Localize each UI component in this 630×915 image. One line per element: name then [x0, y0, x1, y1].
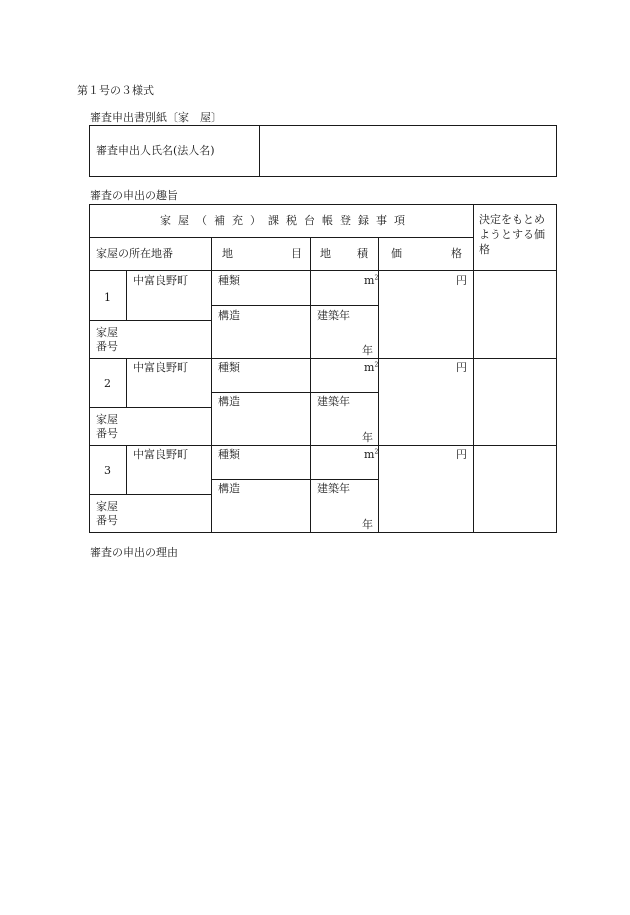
form-number: 第１号の３様式: [77, 84, 154, 97]
col-price-a: 価: [391, 247, 402, 260]
row-yen: 円: [456, 448, 467, 461]
row-area-unit: $m^2$: [364, 448, 379, 461]
row-year: 年: [362, 344, 373, 357]
row-built-label: 建築年: [317, 395, 350, 408]
reason-heading: 審査の申出の理由: [90, 546, 178, 559]
row-kind-label: 種類: [218, 274, 240, 287]
row-area-unit: $m^2$: [364, 274, 379, 287]
row-structure-label: 構造: [218, 482, 240, 495]
row-town: 中富良野町: [133, 448, 188, 461]
row-town: 中富良野町: [133, 274, 188, 287]
form-title: 審査申出書別紙〔家 屋〕: [90, 111, 222, 124]
row-kind-label: 種類: [218, 448, 240, 461]
row-built-label: 建築年: [317, 309, 350, 322]
col-price-b: 格: [451, 247, 462, 260]
row-year: 年: [362, 431, 373, 444]
row-yen: 円: [456, 361, 467, 374]
row-kind-label: 種類: [218, 361, 240, 374]
row-built-label: 建築年: [317, 482, 350, 495]
row-number: 3: [104, 464, 111, 477]
col-chimoku-b: 目: [291, 247, 302, 260]
applicant-label: 審査申出人氏名(法人名): [96, 144, 215, 157]
col-chimoku-a: 地: [222, 247, 233, 260]
col-chiseki-a: 地: [320, 247, 331, 260]
row-house-number-label: 家屋 番号: [96, 413, 118, 440]
row-yen: 円: [456, 274, 467, 287]
row-number: 2: [104, 377, 111, 390]
row-number: 1: [104, 291, 111, 304]
row-year: 年: [362, 518, 373, 531]
row-structure-label: 構造: [218, 395, 240, 408]
row-town: 中富良野町: [133, 361, 188, 374]
row-area-unit: $m^2$: [364, 361, 379, 374]
header-main: 家屋（補充）課税台帳登録事項: [160, 214, 412, 227]
col-location: 家屋の所在地番: [96, 247, 173, 260]
row-structure-label: 構造: [218, 309, 240, 322]
purpose-heading: 審査の申出の趣旨: [90, 189, 178, 202]
row-house-number-label: 家屋 番号: [96, 500, 118, 527]
header-decision: 決定をもとめようとする価格: [479, 213, 545, 256]
row-house-number-label: 家屋 番号: [96, 326, 118, 353]
col-chiseki-b: 積: [357, 247, 368, 260]
